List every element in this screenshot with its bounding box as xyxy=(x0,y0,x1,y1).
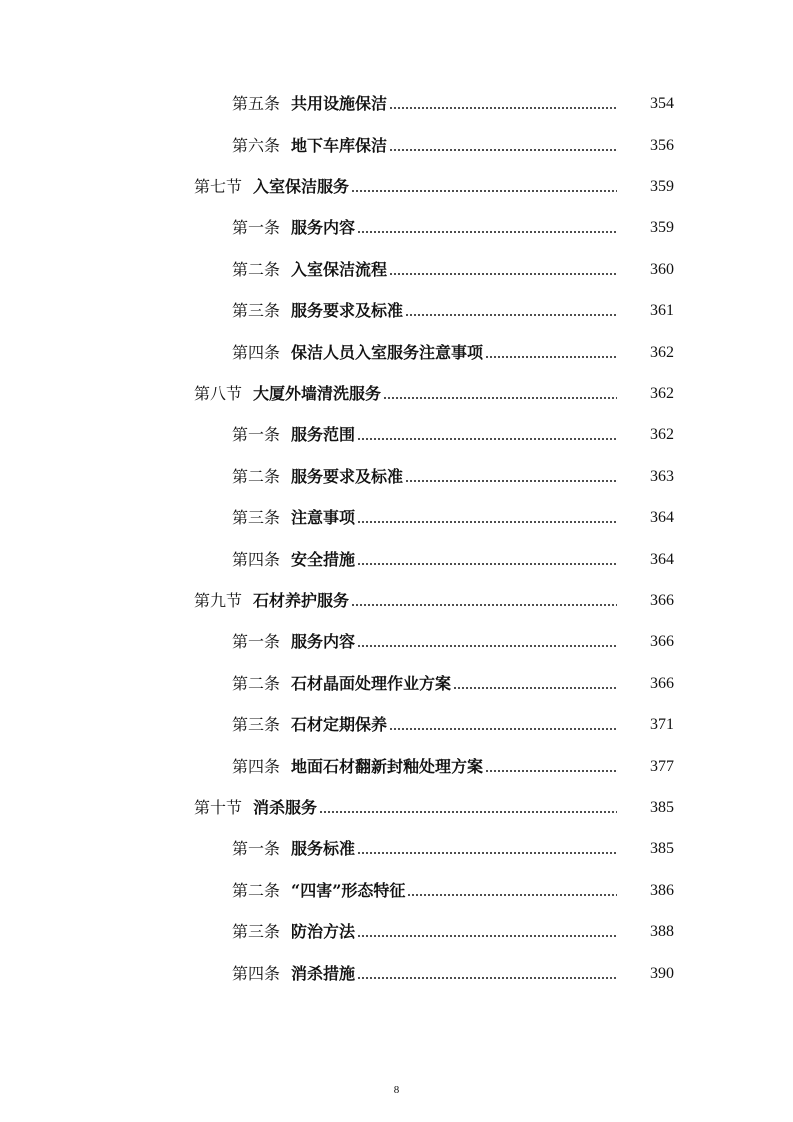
dot-leader xyxy=(357,935,617,937)
toc-entry-page: 371 xyxy=(650,716,674,733)
toc-entry-page: 388 xyxy=(650,923,674,940)
dot-leader xyxy=(357,852,617,854)
toc-entry-number: 第二条 xyxy=(232,881,281,900)
toc-entry-title: 服务要求及标准 xyxy=(291,301,404,320)
toc-entry-page: 386 xyxy=(650,882,674,899)
dot-leader xyxy=(357,438,617,440)
toc-entry[interactable] xyxy=(0,297,793,321)
page-number: 8 xyxy=(393,1084,400,1096)
toc-entry[interactable] xyxy=(0,753,793,777)
toc-entry[interactable] xyxy=(0,463,793,487)
toc-entry-number: 第一条 xyxy=(232,218,281,237)
dot-leader xyxy=(485,356,617,358)
toc-entry-page: 360 xyxy=(650,261,674,278)
toc-entry-number: 第二条 xyxy=(232,260,281,279)
toc-entry-number: 第四条 xyxy=(232,343,281,362)
toc-entry[interactable] xyxy=(0,546,793,570)
toc-entry[interactable] xyxy=(0,960,793,984)
dot-leader xyxy=(383,397,617,399)
toc-entry-number: 第六条 xyxy=(232,136,281,155)
toc-entry[interactable] xyxy=(0,214,793,238)
toc-entry-number: 第一条 xyxy=(232,839,281,858)
toc-entry-page: 354 xyxy=(650,95,674,112)
toc-entry-title: 入室保洁流程 xyxy=(291,260,388,279)
toc-entry[interactable] xyxy=(0,835,793,859)
toc-entry-page: 364 xyxy=(650,509,674,526)
dot-leader xyxy=(319,811,617,813)
toc-entry-page: 366 xyxy=(650,675,674,692)
toc-entry-page: 385 xyxy=(650,799,674,816)
toc-entry-number: 第四条 xyxy=(232,550,281,569)
toc-entry[interactable] xyxy=(0,256,793,280)
dot-leader xyxy=(389,728,617,730)
toc-entry-page: 359 xyxy=(650,178,674,195)
toc-entry-title: 安全措施 xyxy=(291,550,356,569)
toc-entry-page: 356 xyxy=(650,137,674,154)
toc-entry-number: 第八节 xyxy=(194,384,243,403)
toc-entry-title: 地下车库保洁 xyxy=(291,136,388,155)
toc-entry-number: 第三条 xyxy=(232,715,281,734)
toc-entry-title: 地面石材翻新封釉处理方案 xyxy=(291,757,484,776)
toc-entry-title: 保洁人员入室服务注意事项 xyxy=(291,343,484,362)
toc-entry[interactable] xyxy=(0,504,793,528)
toc-entry[interactable] xyxy=(0,711,793,735)
toc-entry-page: 366 xyxy=(650,633,674,650)
toc-entry-page: 363 xyxy=(650,468,674,485)
toc-entry-title: 消杀服务 xyxy=(253,798,318,817)
dot-leader xyxy=(357,645,617,647)
toc-entry-title: 石材养护服务 xyxy=(253,591,350,610)
dot-leader xyxy=(389,273,617,275)
toc-entry-title: 服务内容 xyxy=(291,218,356,237)
toc-entry[interactable] xyxy=(0,421,793,445)
toc-entry-title: 消杀措施 xyxy=(291,964,356,983)
dot-leader xyxy=(405,480,617,482)
toc-entry[interactable] xyxy=(0,670,793,694)
toc-entry-number: 第三条 xyxy=(232,301,281,320)
toc-entry[interactable] xyxy=(0,132,793,156)
toc-entry-number: 第五条 xyxy=(232,94,281,113)
toc-entry-title: 共用设施保洁 xyxy=(291,94,388,113)
toc-entry-title: 服务要求及标准 xyxy=(291,467,404,486)
dot-leader xyxy=(453,687,617,689)
toc-entry-page: 390 xyxy=(650,965,674,982)
toc-entry-number: 第四条 xyxy=(232,757,281,776)
toc-entry-page: 361 xyxy=(650,302,674,319)
toc-entry-title: 石材晶面处理作业方案 xyxy=(291,674,452,693)
toc-entry[interactable] xyxy=(0,918,793,942)
toc-entry-number: 第十节 xyxy=(194,798,243,817)
toc-entry-page: 366 xyxy=(650,592,674,609)
dot-leader xyxy=(407,894,617,896)
toc-entry-page: 362 xyxy=(650,385,674,402)
toc-entry[interactable] xyxy=(0,587,793,611)
toc-entry-title: 注意事项 xyxy=(291,508,356,527)
toc-entry-page: 362 xyxy=(650,426,674,443)
dot-leader xyxy=(351,604,617,606)
dot-leader xyxy=(351,190,617,192)
toc-entry[interactable] xyxy=(0,339,793,363)
toc-entry-title: 服务标准 xyxy=(291,839,356,858)
dot-leader xyxy=(405,314,617,316)
toc-entry-number: 第一条 xyxy=(232,425,281,444)
toc-entry[interactable] xyxy=(0,794,793,818)
dot-leader xyxy=(485,770,617,772)
toc-entry-number: 第三条 xyxy=(232,922,281,941)
toc-entry-title: 入室保洁服务 xyxy=(253,177,350,196)
toc-entry-title: “四害”形态特征 xyxy=(291,881,406,900)
toc-entry-number: 第二条 xyxy=(232,674,281,693)
toc-entry-title: 石材定期保养 xyxy=(291,715,388,734)
toc-entry-number: 第一条 xyxy=(232,632,281,651)
toc-entry-page: 377 xyxy=(650,758,674,775)
toc-entry-number: 第三条 xyxy=(232,508,281,527)
dot-leader xyxy=(389,107,617,109)
toc-entry-page: 359 xyxy=(650,219,674,236)
dot-leader xyxy=(389,149,617,151)
toc-entry-title: 服务范围 xyxy=(291,425,356,444)
toc-entry-number: 第七节 xyxy=(194,177,243,196)
toc-entry-number: 第四条 xyxy=(232,964,281,983)
toc-entry[interactable] xyxy=(0,173,793,197)
toc-entry[interactable] xyxy=(0,877,793,901)
toc-entry-title: 防治方法 xyxy=(291,922,356,941)
toc-entry-title: 大厦外墙清洗服务 xyxy=(253,384,382,403)
dot-leader xyxy=(357,977,617,979)
dot-leader xyxy=(357,563,617,565)
toc-entry-page: 364 xyxy=(650,551,674,568)
toc-entry-number: 第二条 xyxy=(232,467,281,486)
toc-entry[interactable] xyxy=(0,628,793,652)
toc-entry-page: 385 xyxy=(650,840,674,857)
toc-entry-number: 第九节 xyxy=(194,591,243,610)
toc-entry-page: 362 xyxy=(650,344,674,361)
dot-leader xyxy=(357,521,617,523)
toc-entry-title: 服务内容 xyxy=(291,632,356,651)
toc-entry[interactable] xyxy=(0,380,793,404)
dot-leader xyxy=(357,231,617,233)
toc-entry[interactable] xyxy=(0,90,793,114)
